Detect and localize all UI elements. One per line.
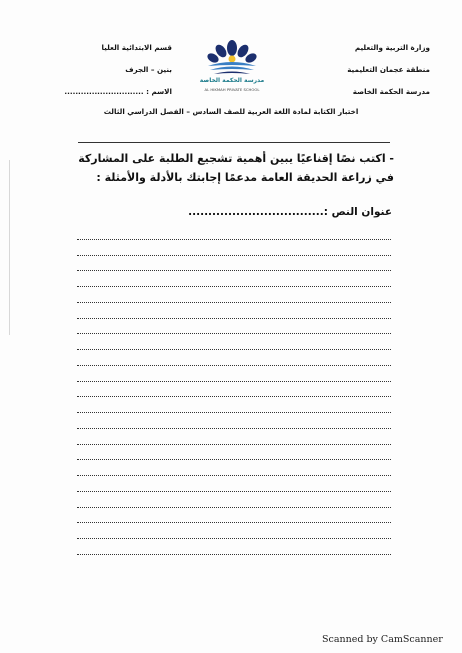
writing-line[interactable]	[77, 429, 391, 445]
school-label: مدرسة الحكمة الخاصة	[352, 87, 430, 97]
writing-line[interactable]	[77, 539, 391, 555]
writing-line[interactable]	[77, 397, 391, 413]
writing-line[interactable]	[77, 334, 391, 350]
writing-line[interactable]	[77, 382, 391, 398]
zone-label: منطقة عجمان التعليمية	[347, 65, 430, 75]
writing-line[interactable]	[77, 303, 391, 319]
logo-english-text: AL HIKMAH PRIVATE SCHOOL	[204, 87, 260, 92]
writing-line[interactable]	[77, 492, 391, 508]
writing-line[interactable]	[77, 460, 391, 476]
writing-line[interactable]	[77, 476, 391, 492]
writing-area[interactable]	[77, 224, 391, 555]
exam-title: اختبار الكتابة لمادة اللغة العربية للصف السادس – الفصل الدراسي الثالث	[103, 107, 359, 116]
writing-line[interactable]	[77, 224, 391, 240]
writing-line[interactable]	[77, 350, 391, 366]
ministry-label: وزارة التربية والتعليم	[354, 43, 430, 52]
student-name-field[interactable]: الاسم : .............................	[64, 87, 172, 97]
scanner-watermark: Scanned by CamScanner	[322, 634, 443, 645]
writing-line[interactable]	[77, 271, 391, 287]
header-right-block	[300, 44, 430, 111]
header-left-block	[64, 43, 172, 111]
writing-line[interactable]	[77, 256, 391, 272]
writing-line[interactable]	[77, 523, 391, 539]
department-label: قسم الابتدائية العليا	[101, 43, 172, 52]
section-label: بنين – الجرف	[125, 65, 172, 75]
writing-line[interactable]	[77, 413, 391, 429]
writing-line[interactable]	[77, 319, 391, 335]
writing-line[interactable]	[77, 366, 391, 382]
page-edge-line	[9, 160, 10, 335]
writing-line[interactable]	[77, 240, 391, 256]
school-logo	[194, 38, 270, 100]
logo-emblem-icon	[194, 38, 270, 78]
writing-line[interactable]	[77, 445, 391, 461]
writing-line[interactable]	[77, 287, 391, 303]
question-text: - اكتب نصًا إقناعيًا يبين أهمية تشجيع الطلبة على المشاركة في زراعة الحديقة العامة مدعمًا إجابتك بالأدلة والأمثلة :	[78, 152, 394, 184]
header-divider	[78, 142, 390, 143]
writing-line[interactable]	[77, 508, 391, 524]
logo-arabic-text: مدرسة الحكمة الخاصة	[199, 77, 265, 84]
essay-title-field[interactable]: عنوان النص :..................................	[188, 206, 392, 218]
